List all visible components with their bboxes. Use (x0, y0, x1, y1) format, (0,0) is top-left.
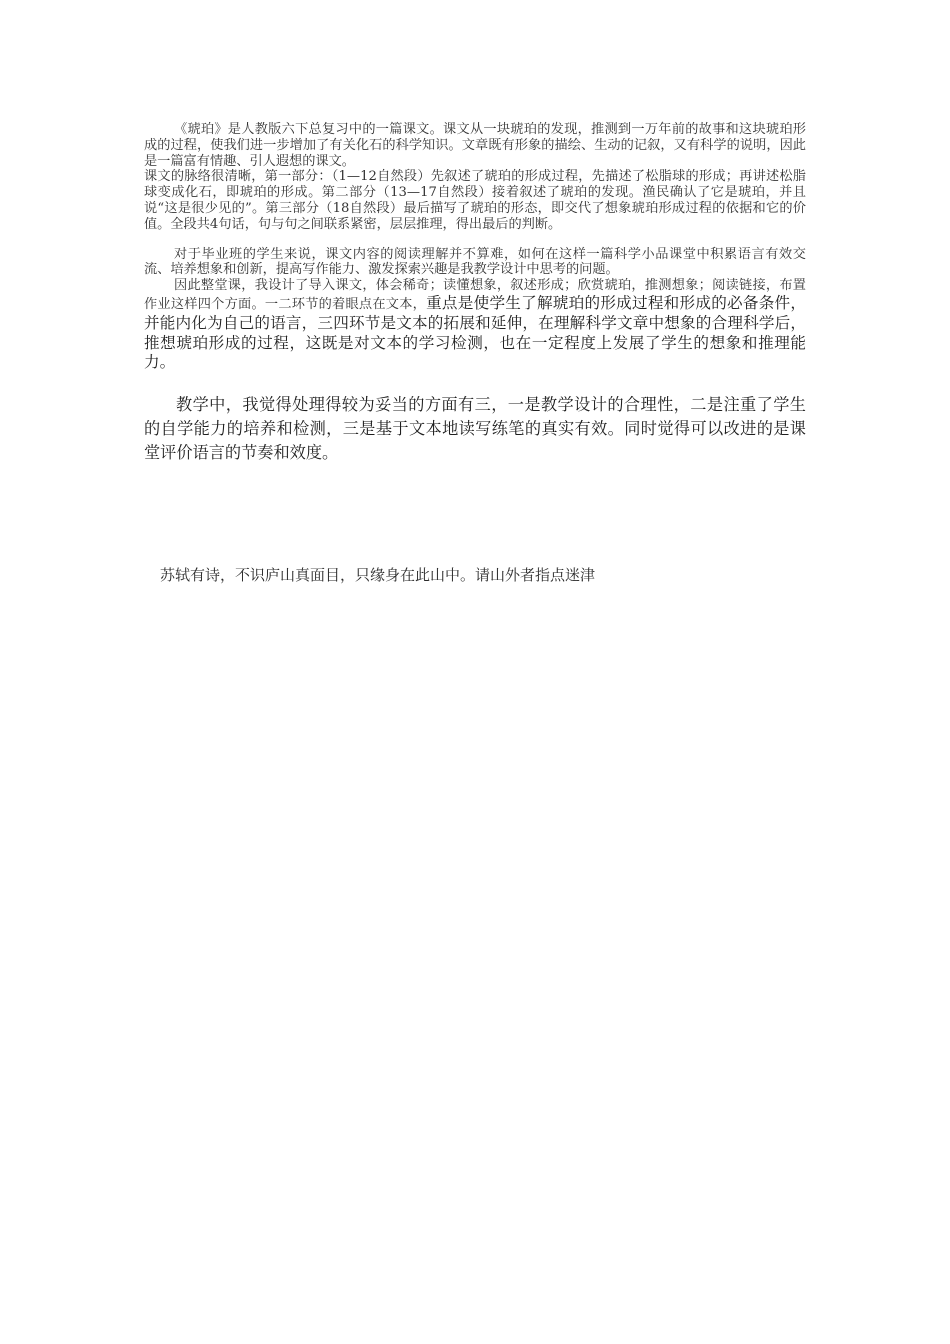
paragraph-intro: 《琥珀》是人教版六下总复习中的一篇课文。课文从一块琥珀的发现，推测到一万年前的故事和这块琥珀形成的过程，使我们进一步增加了有关化石的科学知识。文章既有形象的描绘、生动的记叙，又有科学的说明，因此是一篇富有情趣、引人遐想的课文。 (144, 122, 806, 169)
closing-line: 苏轼有诗，不识庐山真面目，只缘身在此山中。请山外者指点迷津 (160, 566, 596, 584)
paragraph-students: 对于毕业班的学生来说，课文内容的阅读理解并不算难，如何在这样一篇科学小品课堂中积累语言有效交流、培养想象和创新，提高写作能力、激发探索兴趣是我教学设计中思考的问题。 (144, 246, 806, 278)
document-body (144, 122, 806, 465)
paragraph-structure: 课文的脉络很清晰，第一部分：（1—12自然段）先叙述了琥珀的形成过程，先描述了松脂球的形成；再讲述松脂球变成化石，即琥珀的形成。第二部分（13—17自然段）接着叙述了琥珀的发现。渔民确认了它是琥珀，并且说“这是很少见的”。第三部分（18自然段）最后描写了琥珀的形态，即交代了想象琥珀形成过程的依据和它的价值。全段共4句话，句与句之间联系紧密，层层推理，得出最后的判断。 (144, 169, 806, 232)
paragraph-design-part2: 重点是使学生了解琥珀的形成过程和形成的必备条件，并能内化为自己的语言，三四环节是文本的拓展和延伸，在理解科学文章中想象的合理科学后，推想琥珀形成的过程，这既是对文本的学习检测，也在一定程度上发展了学生的想象和推理能力。 (144, 293, 806, 372)
paragraph-design-part1: 因此整堂课，我设计了导入课文，体会稀奇；读懂想象，叙述形成；欣赏琥珀，推测想象；阅读链接，布置作业这样四个方面。一二环节的着眼点在文本， (144, 278, 806, 312)
paragraph-design (144, 278, 806, 373)
paragraph-reflection: 教学中，我觉得处理得较为妥当的方面有三，一是教学设计的合理性，二是注重了学生的自学能力的培养和检测，三是基于文本地读写练笔的真实有效。同时觉得可以改进的是课堂评价语言的节奏和效度。 (144, 395, 806, 463)
